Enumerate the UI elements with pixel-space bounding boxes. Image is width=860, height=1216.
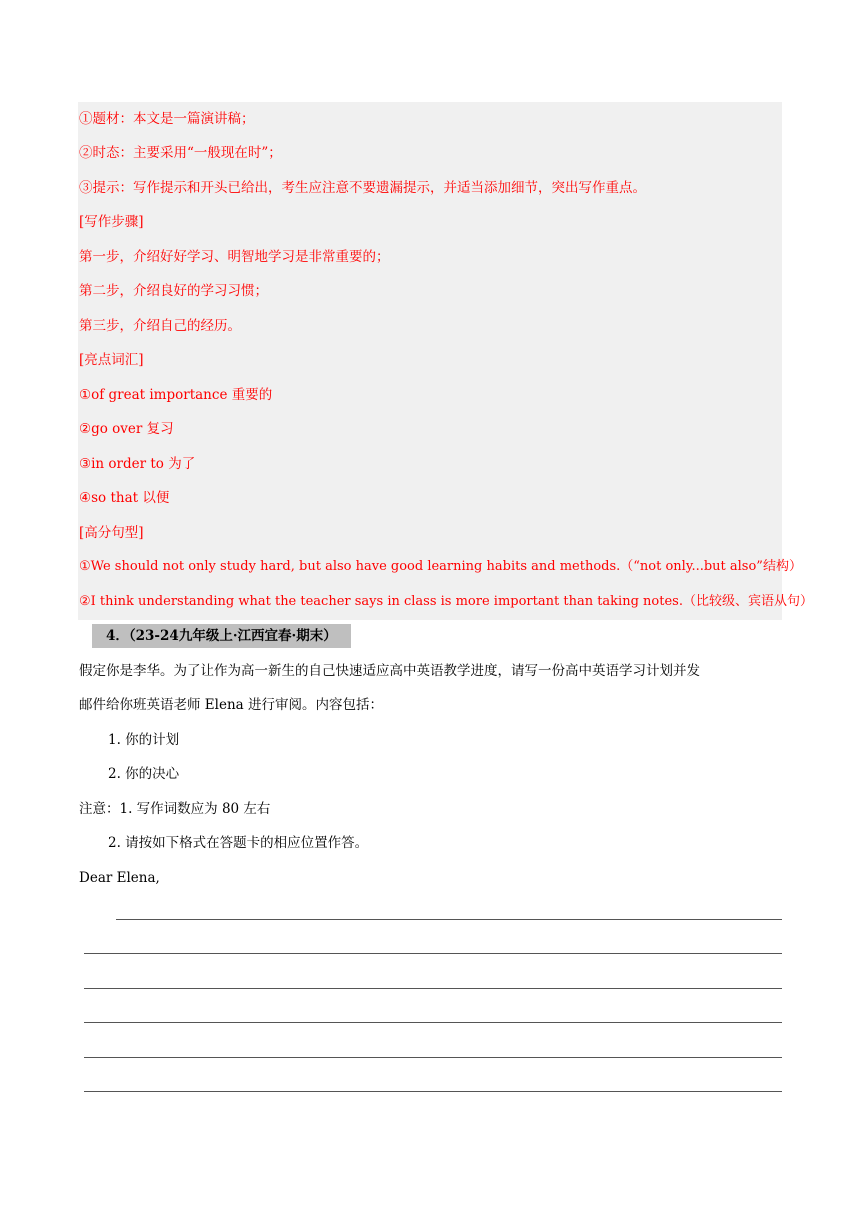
answer-line-3 [84,988,782,989]
question-item-2: 2. 你的决心 [108,766,180,782]
answer-line-6 [84,1091,782,1092]
question-note-1: 注意：1. 写作词数应为 80 左右 [79,801,271,817]
answer-line-5 [84,1057,782,1058]
salutation: Dear Elena, [79,870,160,886]
analysis-heading-vocab: [亮点词汇] [79,352,144,368]
question-prompt-line-1: 假定你是李华。为了让作为高一新生的自己快速适应高中英语教学进度，请写一份高中英语学习计划并发 [79,663,700,679]
question-prompt-line-2: 邮件给你班英语老师 Elena 进行审阅。内容包括： [79,697,383,713]
analysis-heading-steps: [写作步骤] [79,214,144,230]
analysis-line-hint: ③提示：写作提示和开头已给出，考生应注意不要遗漏提示，并适当添加细节，突出写作重点。 [79,180,646,196]
analysis-vocab-4: ④so that 以便 [79,490,170,506]
analysis-step-1: 第一步，介绍好好学习、明智地学习是非常重要的； [79,249,390,265]
analysis-sentence-2: ②I think understanding what the teacher says in class is more important than taking notes.（比较级、宾语从句） [79,594,813,609]
analysis-line-tense: ②时态：主要采用“一般现在时”； [79,145,282,161]
analysis-step-3: 第三步，介绍自己的经历。 [79,318,241,334]
question-note-2: 2. 请按如下格式在答题卡的相应位置作答。 [108,835,369,851]
analysis-step-2: 第二步，介绍良好的学习习惯； [79,283,268,299]
answer-line-1 [116,919,782,920]
analysis-heading-sentences: [高分句型] [79,525,144,541]
analysis-vocab-1: ①of great importance 重要的 [79,387,273,403]
answer-line-2 [84,953,782,954]
answer-line-4 [84,1022,782,1023]
analysis-sentence-1: ①We should not only study hard, but also have good learning habits and methods.（“not only...but also”结构） [79,559,802,574]
analysis-vocab-2: ②go over 复习 [79,421,174,437]
analysis-line-subject: ①题材：本文是一篇演讲稿； [79,111,255,127]
question-header: 4．（23-24九年级上·江西宜春·期末） [92,624,351,648]
question-item-1: 1. 你的计划 [108,732,180,748]
analysis-vocab-3: ③in order to 为了 [79,456,196,472]
